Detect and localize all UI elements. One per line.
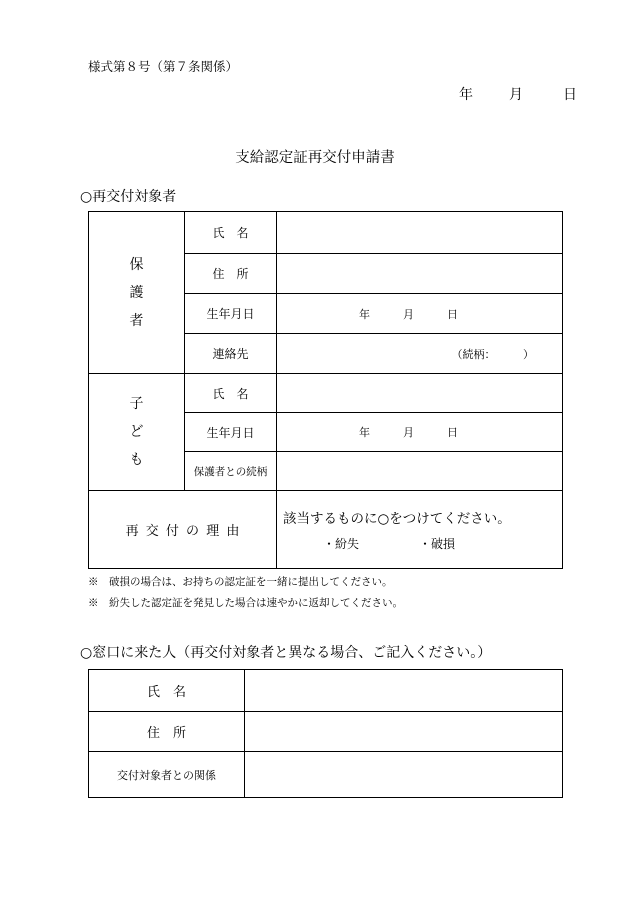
visitor-name-field[interactable] — [245, 670, 563, 712]
guardian-dob-month: 月 — [403, 307, 414, 321]
child-label-char-3: も — [129, 452, 144, 468]
visitor-relationship-field[interactable] — [245, 752, 563, 798]
guardian-label-char-2: 護 — [129, 284, 144, 301]
visitor-address-field[interactable] — [245, 712, 563, 752]
document-title: 支給認定証再交付申請書 — [235, 150, 395, 166]
date-year-label: 年 — [459, 87, 473, 103]
child-group-label — [89, 374, 185, 491]
guardian-label-char-3: 者 — [129, 312, 144, 329]
reason-instruction: 該当するものに○をつけてください。 — [283, 511, 511, 527]
guardian-address-label: 住 所 — [185, 254, 277, 294]
guardian-label-char-1: 保 — [129, 256, 144, 273]
section-heading-target: ○再交付対象者 — [80, 189, 177, 205]
visitor-relationship-label: 交付対象者との関係 — [89, 752, 245, 798]
child-relationship-label: 保護者との続柄 — [185, 452, 277, 491]
child-relationship-field[interactable] — [277, 452, 563, 491]
reason-option-damaged[interactable]: ・破損 — [419, 537, 456, 551]
guardian-dob-label: 生年月日 — [185, 294, 277, 334]
child-dob-year: 年 — [359, 426, 370, 439]
child-dob-day: 日 — [447, 426, 458, 439]
child-name-label: 氏 名 — [185, 374, 277, 413]
note-damaged: ※ 破損の場合は、お持ちの認定証を一緒に提出してください。 — [88, 576, 393, 588]
reason-label: 再交付の理由 — [89, 491, 277, 569]
guardian-name-field[interactable] — [277, 212, 563, 254]
visitor-table — [88, 669, 563, 798]
guardian-dob-year: 年 — [359, 307, 370, 321]
guardian-group-label — [89, 212, 185, 374]
child-name-field[interactable] — [277, 374, 563, 413]
reason-option-lost[interactable]: ・紛失 — [323, 537, 360, 551]
note-lost: ※ 紛失した認定証を発見した場合は速やかに返却してください。 — [88, 597, 403, 609]
guardian-contact-field[interactable] — [277, 334, 563, 374]
form-number: 様式第８号（第７条関係） — [88, 59, 239, 74]
guardian-name-label: 氏 名 — [185, 212, 277, 254]
guardian-relation-note: （続柄： ） — [451, 347, 534, 361]
submission-date — [459, 84, 577, 104]
target-person-table — [88, 211, 563, 569]
reason-field[interactable] — [277, 491, 563, 569]
child-dob-month: 月 — [403, 426, 414, 439]
date-day-label: 日 — [563, 87, 577, 103]
child-dob-field[interactable] — [277, 413, 563, 452]
guardian-dob-field[interactable] — [277, 294, 563, 334]
guardian-contact-label: 連絡先 — [185, 334, 277, 374]
child-dob-label: 生年月日 — [185, 413, 277, 452]
child-label-char-1: 子 — [129, 396, 144, 412]
date-month-label: 月 — [509, 87, 523, 103]
reason-options — [283, 535, 562, 552]
visitor-name-label: 氏 名 — [89, 670, 245, 712]
guardian-address-field[interactable] — [277, 254, 563, 294]
visitor-address-label: 住 所 — [89, 712, 245, 752]
guardian-dob-day: 日 — [447, 307, 458, 321]
child-label-char-2: ど — [129, 424, 144, 440]
section-heading-visitor: ○窓口に来た人（再交付対象者と異なる場合、ご記入ください。） — [80, 645, 492, 661]
